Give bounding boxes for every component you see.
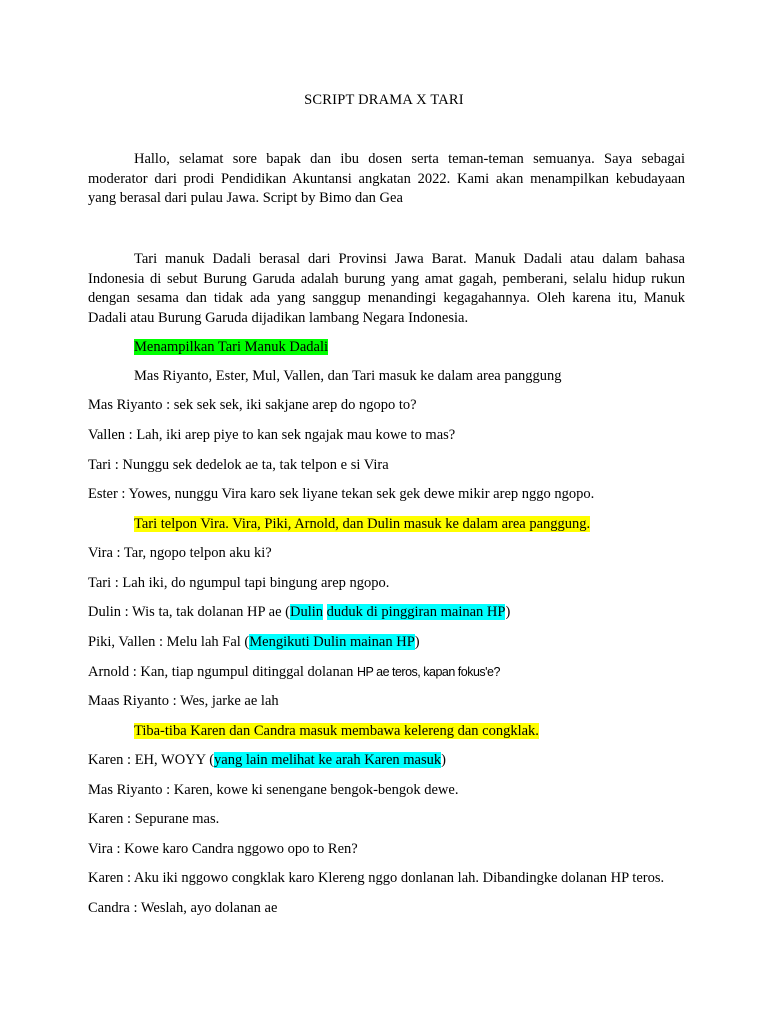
dialogue-line: Tari : Nunggu sek dedelok ae ta, tak telpon e si Vira bbox=[88, 457, 389, 473]
intro-paragraph: Hallo, selamat sore bapak dan ibu dosen serta teman-teman semuanya. Saya sebagai moderator dari prodi Pendidikan Akuntansi angkatan 2022. Kami akan menampilkan kebudayaan yang berasal dari pulau Jawa. Script by Bimo dan Gea bbox=[88, 151, 685, 206]
dialogue-line bbox=[88, 633, 420, 652]
dialogue-line: Tari : Lah iki, do ngumpul tapi bingung arep ngopo. bbox=[88, 575, 390, 591]
dialogue-line bbox=[88, 603, 510, 622]
highlight-green: Menampilkan Tari Manuk Dadali bbox=[134, 339, 329, 355]
dialogue-line: Mas Riyanto : sek sek sek, iki sakjane arep do ngopo to? bbox=[88, 397, 417, 413]
dialogue-text: ) bbox=[414, 634, 420, 650]
description-paragraph: Tari manuk Dadali berasal dari Provinsi Jawa Barat. Manuk Dadali atau dalam bahasa Indonesia di sebut Burung Garuda adalah burung yang amat gagah, pemberani, selalu hidup rukun dengan sesama dan tidak ada yang sanggup menandingi kegagahannya. Oleh karena itu, Manuk Dadali atau Burung Garuda dijadikan lambang Negara Indonesia. bbox=[88, 251, 685, 326]
highlight-cyan: duduk di pinggiran mainan HP bbox=[326, 604, 506, 620]
dialogue-line: Maas Riyanto : Wes, jarke ae lah bbox=[88, 693, 279, 709]
document-title: SCRIPT DRAMA X TARI bbox=[304, 92, 464, 108]
stage-direction bbox=[134, 515, 590, 534]
dialogue-line: Candra : Weslah, ayo dolanan ae bbox=[88, 900, 278, 916]
dialogue-line: Ester : Yowes, nunggu Vira karo sek liyane tekan sek gek dewe mikir arep nggo ngopo. bbox=[88, 486, 595, 502]
highlight-cyan: yang lain melihat ke arah Karen masuk bbox=[214, 752, 442, 768]
dialogue-line: Karen : Aku iki nggowo congklak karo Klereng nggo donlanan lah. Dibandingke dolanan HP teros. bbox=[88, 870, 665, 886]
dialogue-text: Karen : EH, WOYY ( bbox=[88, 752, 215, 768]
dialogue-text: Dulin : Wis ta, tak dolanan HP ae ( bbox=[88, 604, 290, 620]
dialogue-line: Vira : Kowe karo Candra nggowo opo to Ren? bbox=[88, 841, 358, 857]
dialogue-text: ) bbox=[441, 752, 446, 768]
stage-direction bbox=[134, 338, 328, 357]
highlight-cyan: Dulin bbox=[289, 604, 324, 620]
highlight-yellow: Tiba-tiba Karen dan Candra masuk membawa kelereng dan congklak. bbox=[134, 723, 539, 739]
dialogue-line: Vallen : Lah, iki arep piye to kan sek ngajak mau kowe to mas? bbox=[88, 427, 456, 443]
dialogue-line bbox=[88, 663, 500, 682]
dialogue-line: Karen : Sepurane mas. bbox=[88, 811, 220, 827]
dialogue-text-narrow: HP ae teros, kapan fokus'e? bbox=[357, 665, 500, 679]
dialogue-text: Piki, Vallen : Melu lah Fal ( bbox=[88, 634, 250, 650]
highlight-yellow: Tari telpon Vira. Vira, Piki, Arnold, dan Dulin masuk ke dalam area panggung. bbox=[134, 516, 591, 532]
stage-direction bbox=[134, 722, 539, 741]
dialogue-text: Arnold : Kan, tiap ngumpul ditinggal dolanan bbox=[88, 664, 358, 680]
highlight-cyan: Mengikuti Dulin mainan HP bbox=[249, 634, 415, 650]
stage-direction: Mas Riyanto, Ester, Mul, Vallen, dan Tari masuk ke dalam area panggung bbox=[134, 368, 562, 384]
dialogue-line bbox=[88, 751, 446, 770]
dialogue-line: Mas Riyanto : Karen, kowe ki senengane bengok-bengok dewe. bbox=[88, 782, 459, 798]
dialogue-text: ) bbox=[505, 604, 511, 620]
dialogue-line: Vira : Tar, ngopo telpon aku ki? bbox=[88, 545, 272, 561]
